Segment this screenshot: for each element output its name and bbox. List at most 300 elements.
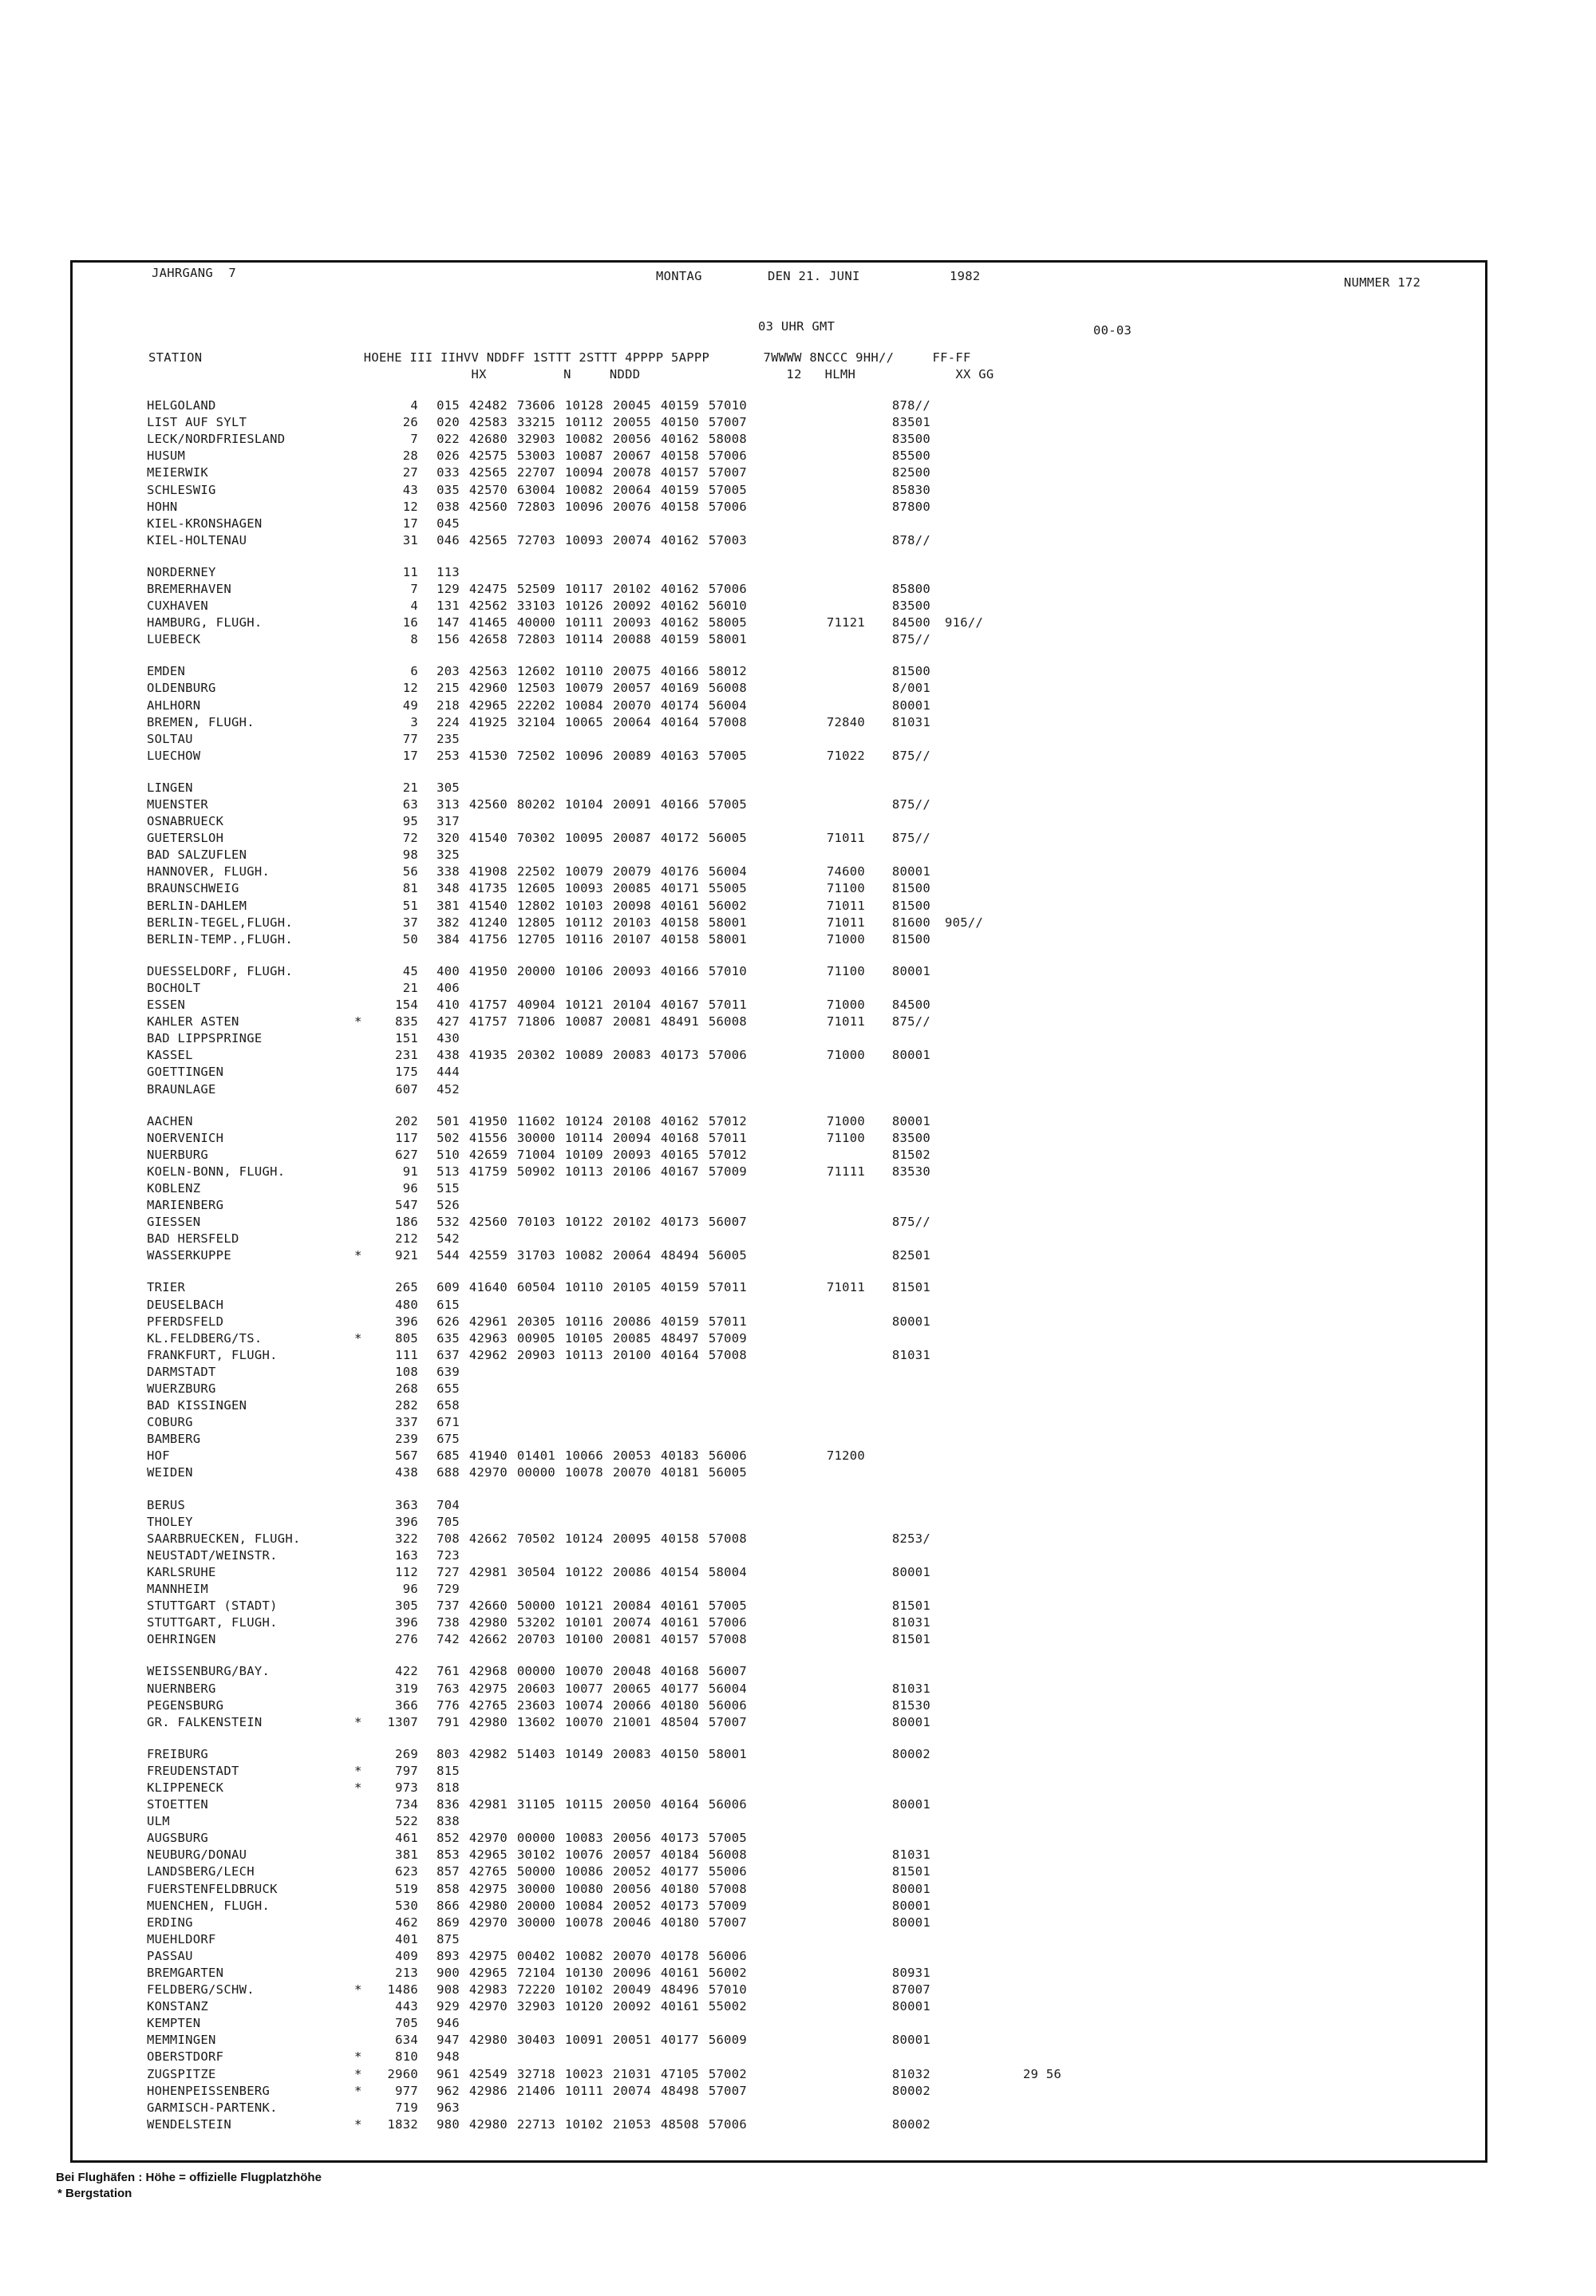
group-4pppp: 40171: [660, 881, 699, 896]
group-8nccc: 80001: [891, 1048, 930, 1063]
table-row: [147, 1830, 1087, 1847]
group-4pppp: 40173: [660, 1898, 699, 1913]
station-name: STUTTGART, FLUGH.: [147, 1615, 278, 1630]
group-4pppp: 48491: [660, 1014, 699, 1029]
station-index: 215: [437, 681, 460, 696]
elevation: 12: [402, 681, 418, 696]
station-name: WASSERKUPPE: [147, 1248, 231, 1263]
table-row: [147, 780, 1087, 796]
group-4pppp: 40177: [660, 2033, 699, 2048]
station-index: 961: [437, 2066, 460, 2081]
elevation: 461: [395, 1831, 418, 1846]
group-7wwww: 71022: [826, 748, 865, 763]
table-row: [147, 748, 1087, 765]
group-1sttt: 10111: [564, 2083, 603, 2098]
station-name: NUERBURG: [147, 1147, 209, 1162]
group-2sttt: 20075: [612, 664, 651, 679]
group-7wwww: 71100: [826, 963, 865, 978]
mountain-marker: *: [354, 1780, 362, 1795]
group-5appp: 57010: [708, 398, 747, 413]
station-index: 639: [437, 1364, 460, 1379]
group-7wwww: 71011: [826, 1280, 865, 1295]
station-index: 776: [437, 1697, 460, 1713]
group-iihvv: 42962: [468, 1347, 508, 1362]
group-2sttt: 20093: [612, 963, 651, 978]
group-nddff: 01401: [516, 1448, 555, 1464]
table-row: [147, 880, 1087, 897]
group-5appp: 57007: [708, 2083, 747, 2098]
station-name: WENDELSTEIN: [147, 2116, 231, 2132]
group-5appp: 56004: [708, 697, 747, 713]
station-index: 858: [437, 1881, 460, 1896]
group-4pppp: 40167: [660, 1164, 699, 1179]
group-iihvv: 42963: [468, 1330, 508, 1346]
group-2sttt: 20102: [612, 581, 651, 596]
elevation: 422: [395, 1664, 418, 1679]
group-2sttt: 21031: [612, 2066, 651, 2081]
station-name: FREUDENSTADT: [147, 1763, 239, 1778]
group-iihvv: 42765: [468, 1864, 508, 1879]
group-nddff: 72803: [516, 632, 555, 647]
table-row: [147, 1231, 1087, 1247]
elevation: 921: [395, 1248, 418, 1263]
group-5appp: 57010: [708, 963, 747, 978]
table-row: [147, 1898, 1087, 1915]
group-2sttt: 20051: [612, 2033, 651, 2048]
group-4pppp: 40162: [660, 581, 699, 596]
group-2sttt: 20048: [612, 1664, 651, 1679]
group-5appp: 57010: [708, 1982, 747, 1998]
group-4pppp: 40180: [660, 1697, 699, 1713]
station-name: OBERSTDORF: [147, 2049, 224, 2065]
station-index: 156: [437, 632, 460, 647]
group-1sttt: 10079: [564, 681, 603, 696]
group-5appp: 56005: [708, 831, 747, 846]
station-name: MANNHEIM: [147, 1582, 209, 1597]
group-8nccc: 80002: [891, 1746, 930, 1761]
group-iihvv: 41757: [468, 1014, 508, 1029]
group-1sttt: 10113: [564, 1347, 603, 1362]
group-4pppp: 40158: [660, 499, 699, 514]
group-4pppp: 40162: [660, 532, 699, 547]
group-1sttt: 10089: [564, 1048, 603, 1063]
station-name: DEUSELBACH: [147, 1297, 224, 1312]
group-4pppp: 40158: [660, 449, 699, 464]
mountain-marker: *: [354, 1248, 362, 1263]
group-1sttt: 10100: [564, 1632, 603, 1647]
group-2sttt: 20074: [612, 1615, 651, 1630]
group-5appp: 57006: [708, 581, 747, 596]
group-2sttt: 20056: [612, 1881, 651, 1896]
group-4pppp: 40173: [660, 1831, 699, 1846]
elevation: 72: [402, 831, 418, 846]
elevation: 98: [402, 848, 418, 863]
station-index: 253: [437, 748, 460, 763]
group-8nccc: 80001: [891, 1915, 930, 1930]
group-5appp: 57006: [708, 499, 747, 514]
group-2sttt: 20087: [612, 831, 651, 846]
station-index: 015: [437, 398, 460, 413]
group-5appp: 55002: [708, 1999, 747, 2014]
station-name: BRAUNLAGE: [147, 1081, 216, 1097]
station-name: BOCHOLT: [147, 980, 201, 995]
station-name: GOETTINGEN: [147, 1065, 224, 1080]
station-name: MEIERWIK: [147, 465, 209, 480]
elevation: 43: [402, 482, 418, 497]
group-2sttt: 20089: [612, 748, 651, 763]
group-1sttt: 10149: [564, 1746, 603, 1761]
group-iihvv: 42980: [468, 1615, 508, 1630]
table-row: [147, 1014, 1087, 1030]
station-index: 708: [437, 1531, 460, 1546]
group-nddff: 00000: [516, 1465, 555, 1480]
elevation: 530: [395, 1898, 418, 1913]
group-iihvv: 41640: [468, 1280, 508, 1295]
station-index: 742: [437, 1632, 460, 1647]
group-nddff: 70103: [516, 1215, 555, 1230]
group-1sttt: 10111: [564, 615, 603, 630]
station-name: GARMISCH-PARTENK.: [147, 2100, 278, 2115]
station-name: COBURG: [147, 1415, 193, 1430]
group-8nccc: 81031: [891, 714, 930, 729]
table-row: [147, 2100, 1087, 2116]
group-1sttt: 10078: [564, 1915, 603, 1930]
elevation: 7: [410, 581, 418, 596]
station-index: 980: [437, 2116, 460, 2132]
weekday-label: MONTAG: [656, 269, 702, 283]
station-index: 818: [437, 1780, 460, 1795]
station-index: 626: [437, 1314, 460, 1329]
group-5appp: 56008: [708, 1014, 747, 1029]
station-name: HOHN: [147, 499, 178, 514]
station-name: NOERVENICH: [147, 1130, 224, 1145]
group-iihvv: 42570: [468, 482, 508, 497]
group-5appp: 56006: [708, 1697, 747, 1713]
group-4pppp: 40168: [660, 1664, 699, 1679]
group-iihvv: 42965: [468, 697, 508, 713]
elevation: 108: [395, 1364, 418, 1379]
station-index: 637: [437, 1347, 460, 1362]
table-row: [147, 1663, 1087, 1680]
elevation: 21: [402, 980, 418, 995]
elevation: 627: [395, 1147, 418, 1162]
elevation: 16: [402, 615, 418, 630]
station-name: KOELN-BONN, FLUGH.: [147, 1164, 286, 1179]
group-nddff: 72104: [516, 1966, 555, 1981]
station-index: 026: [437, 449, 460, 464]
group-5appp: 56008: [708, 681, 747, 696]
elevation: 17: [402, 748, 418, 763]
group-2sttt: 20102: [612, 1215, 651, 1230]
group-2sttt: 20096: [612, 1966, 651, 1981]
station-index: 857: [437, 1864, 460, 1879]
group-nddff: 31703: [516, 1248, 555, 1263]
elevation: 3: [410, 714, 418, 729]
elevation: 50: [402, 931, 418, 946]
group-1sttt: 10077: [564, 1681, 603, 1696]
group-2sttt: 20081: [612, 1632, 651, 1647]
table-row: [147, 1948, 1087, 1965]
group-7wwww: 74600: [826, 864, 865, 879]
elevation: 607: [395, 1081, 418, 1097]
group-8nccc: 81500: [891, 898, 930, 913]
group-8nccc: 81600: [891, 915, 930, 930]
group-nddff: 00905: [516, 1330, 555, 1346]
station-index: 320: [437, 831, 460, 846]
elevation: 522: [395, 1814, 418, 1829]
station-name: MUENSTER: [147, 797, 209, 812]
station-name: DARMSTADT: [147, 1364, 216, 1379]
group-nddff: 20302: [516, 1048, 555, 1063]
station-index: 131: [437, 599, 460, 614]
group-2sttt: 20052: [612, 1898, 651, 1913]
group-nddff: 40904: [516, 998, 555, 1013]
group-5appp: 56006: [708, 1797, 747, 1812]
table-row: [147, 1680, 1087, 1697]
footnote-mountain-station: * Bergstation: [57, 2187, 132, 2200]
group-2sttt: 20055: [612, 415, 651, 430]
elevation: 268: [395, 1381, 418, 1397]
group-8nccc: 875//: [891, 632, 930, 647]
table-row: [147, 847, 1087, 863]
elevation: 547: [395, 1198, 418, 1213]
station-name: NEUBURG/DONAU: [147, 1847, 247, 1863]
group-1sttt: 10103: [564, 898, 603, 913]
group-1sttt: 10093: [564, 881, 603, 896]
group-1sttt: 10130: [564, 1966, 603, 1981]
group-1sttt: 10023: [564, 2066, 603, 2081]
group-8nccc: 81032: [891, 2066, 930, 2081]
elevation: 6: [410, 664, 418, 679]
elevation: 2960: [387, 2066, 418, 2081]
group-iihvv: 42662: [468, 1632, 508, 1647]
group-nddff: 71806: [516, 1014, 555, 1029]
group-8nccc: 82500: [891, 465, 930, 480]
group-2sttt: 20078: [612, 465, 651, 480]
group-iihvv: 42560: [468, 1215, 508, 1230]
station-name: KONSTANZ: [147, 1999, 209, 2014]
group-1sttt: 10121: [564, 1599, 603, 1614]
elevation: 175: [395, 1065, 418, 1080]
group-1sttt: 10087: [564, 449, 603, 464]
table-row: [147, 1581, 1087, 1598]
table-row: [147, 499, 1087, 516]
station-name: PFERDSFELD: [147, 1314, 224, 1329]
table-row: [147, 516, 1087, 532]
elevation: 49: [402, 697, 418, 713]
elevation: 112: [395, 1564, 418, 1579]
group-8nccc: 83500: [891, 1130, 930, 1145]
group-iihvv: 41935: [468, 1048, 508, 1063]
group-4pppp: 40159: [660, 398, 699, 413]
group-8nccc: 81031: [891, 1847, 930, 1863]
station-index: 609: [437, 1280, 460, 1295]
group-nddff: 30000: [516, 1915, 555, 1930]
elevation: 21: [402, 780, 418, 795]
elevation: 396: [395, 1615, 418, 1630]
mountain-marker: *: [354, 2083, 362, 2098]
group-8nccc: 85800: [891, 581, 930, 596]
group-4pppp: 40150: [660, 1746, 699, 1761]
mountain-marker: *: [354, 1330, 362, 1346]
group-8nccc: 80001: [891, 1999, 930, 2014]
group-8nccc: 8253/: [891, 1531, 930, 1546]
group-2sttt: 20103: [612, 915, 651, 930]
group-iihvv: 42560: [468, 797, 508, 812]
group-2sttt: 20091: [612, 797, 651, 812]
station-name: KAHLER ASTEN: [147, 1014, 239, 1029]
group-1sttt: 10095: [564, 831, 603, 846]
group-nddff: 22202: [516, 697, 555, 713]
group-5appp: 56008: [708, 1847, 747, 1863]
group-4pppp: 40162: [660, 599, 699, 614]
group-7wwww: 71011: [826, 898, 865, 913]
group-7wwww: 71011: [826, 1014, 865, 1029]
station-index: 893: [437, 1948, 460, 1963]
group-5appp: 58001: [708, 1746, 747, 1761]
station-index: 815: [437, 1763, 460, 1778]
station-name: BERLIN-TEGEL,FLUGH.: [147, 915, 294, 930]
station-index: 325: [437, 848, 460, 863]
table-row: [147, 1746, 1087, 1763]
group-4pppp: 40159: [660, 632, 699, 647]
group-7wwww: 71000: [826, 1048, 865, 1063]
group-nddff: 21406: [516, 2083, 555, 2098]
station-name: MUEHLDORF: [147, 1931, 216, 1946]
group-2sttt: 20094: [612, 1130, 651, 1145]
group-2sttt: 20076: [612, 499, 651, 514]
group-iihvv: 41240: [468, 915, 508, 930]
group-8nccc: 81501: [891, 1632, 930, 1647]
group-nddff: 12705: [516, 931, 555, 946]
group-iihvv: 42658: [468, 632, 508, 647]
group-4pppp: 40168: [660, 1130, 699, 1145]
group-nddff: 20603: [516, 1681, 555, 1696]
group-5appp: 57005: [708, 797, 747, 812]
table-row: [147, 1531, 1087, 1547]
group-2sttt: 20086: [612, 1314, 651, 1329]
elevation: 282: [395, 1398, 418, 1413]
station-index: 427: [437, 1014, 460, 1029]
elevation: 81: [402, 881, 418, 896]
group-4pppp: 40174: [660, 697, 699, 713]
time-group: 00-03: [1093, 323, 1132, 338]
group-1sttt: 10104: [564, 797, 603, 812]
station-index: 948: [437, 2049, 460, 2065]
group-iihvv: 42961: [468, 1314, 508, 1329]
station-index: 900: [437, 1966, 460, 1981]
group-8nccc: 875//: [891, 797, 930, 812]
group-4pppp: 48508: [660, 2116, 699, 2132]
group-4pppp: 40172: [660, 831, 699, 846]
group-4pppp: 40150: [660, 415, 699, 430]
station-index: 671: [437, 1415, 460, 1430]
group-1sttt: 10066: [564, 1448, 603, 1464]
group-5appp: 57005: [708, 1831, 747, 1846]
group-5appp: 57012: [708, 1147, 747, 1162]
group-8nccc: 8/001: [891, 681, 930, 696]
station-name: HOHENPEISSENBERG: [147, 2083, 271, 2098]
group-8nccc: 84500: [891, 615, 930, 630]
group-5appp: 57007: [708, 1915, 747, 1930]
group-5appp: 57009: [708, 1164, 747, 1179]
elevation: 623: [395, 1864, 418, 1879]
group-2sttt: 20100: [612, 1347, 651, 1362]
station-name: ULM: [147, 1814, 170, 1829]
group-nddff: 12805: [516, 915, 555, 930]
table-row: [147, 1564, 1087, 1581]
elevation: 810: [395, 2049, 418, 2065]
station-name: LUECHOW: [147, 748, 201, 763]
group-1sttt: 10115: [564, 1797, 603, 1812]
group-7wwww: 71011: [826, 915, 865, 930]
table-row: [147, 1714, 1087, 1731]
elevation: 151: [395, 1031, 418, 1046]
group-ff: 29 56: [1023, 2066, 1062, 2081]
group-4pppp: 40181: [660, 1465, 699, 1480]
station-name: KLIPPENECK: [147, 1780, 224, 1795]
group-nddff: 72502: [516, 748, 555, 763]
group-8nccc: 82501: [891, 1248, 930, 1263]
table-row: [147, 863, 1087, 880]
group-nddff: 32104: [516, 714, 555, 729]
station-name: GIESSEN: [147, 1215, 201, 1230]
table-row: [147, 1247, 1087, 1264]
group-5appp: 56002: [708, 898, 747, 913]
station-index: 510: [437, 1147, 460, 1162]
group-4pppp: 40165: [660, 1147, 699, 1162]
group-2sttt: 20088: [612, 632, 651, 647]
table-row: [147, 1763, 1087, 1780]
table-row: [147, 980, 1087, 997]
group-9hh: 905//: [945, 915, 984, 930]
group-2sttt: 20108: [612, 1113, 651, 1128]
station-index: 791: [437, 1714, 460, 1729]
elevation: 396: [395, 1314, 418, 1329]
group-2sttt: 20064: [612, 714, 651, 729]
station-index: 526: [437, 1198, 460, 1213]
station-index: 384: [437, 931, 460, 946]
group-4pppp: 48496: [660, 1982, 699, 1998]
table-row: [147, 898, 1087, 915]
station-index: 235: [437, 731, 460, 746]
group-4pppp: 40164: [660, 714, 699, 729]
station-index: 501: [437, 1113, 460, 1128]
group-9hh: 916//: [945, 615, 984, 630]
group-iihvv: 42981: [468, 1564, 508, 1579]
group-5appp: 58008: [708, 432, 747, 447]
elevation: 705: [395, 2016, 418, 2031]
group-2sttt: 20052: [612, 1864, 651, 1879]
group-4pppp: 40161: [660, 1966, 699, 1981]
group-7wwww: 71000: [826, 1113, 865, 1128]
group-4pppp: 40176: [660, 864, 699, 879]
group-8nccc: 83530: [891, 1164, 930, 1179]
group-iihvv: 42981: [468, 1797, 508, 1812]
group-8nccc: 84500: [891, 998, 930, 1013]
table-row: [147, 714, 1087, 731]
group-nddff: 12802: [516, 898, 555, 913]
station-index: 218: [437, 697, 460, 713]
station-index: 723: [437, 1547, 460, 1563]
group-nddff: 20000: [516, 1898, 555, 1913]
table-row: [147, 1881, 1087, 1898]
table-row: [147, 1297, 1087, 1314]
station-index: 113: [437, 564, 460, 579]
group-iihvv: 42975: [468, 1948, 508, 1963]
elevation: 96: [402, 1582, 418, 1597]
group-2sttt: 20064: [612, 1248, 651, 1263]
